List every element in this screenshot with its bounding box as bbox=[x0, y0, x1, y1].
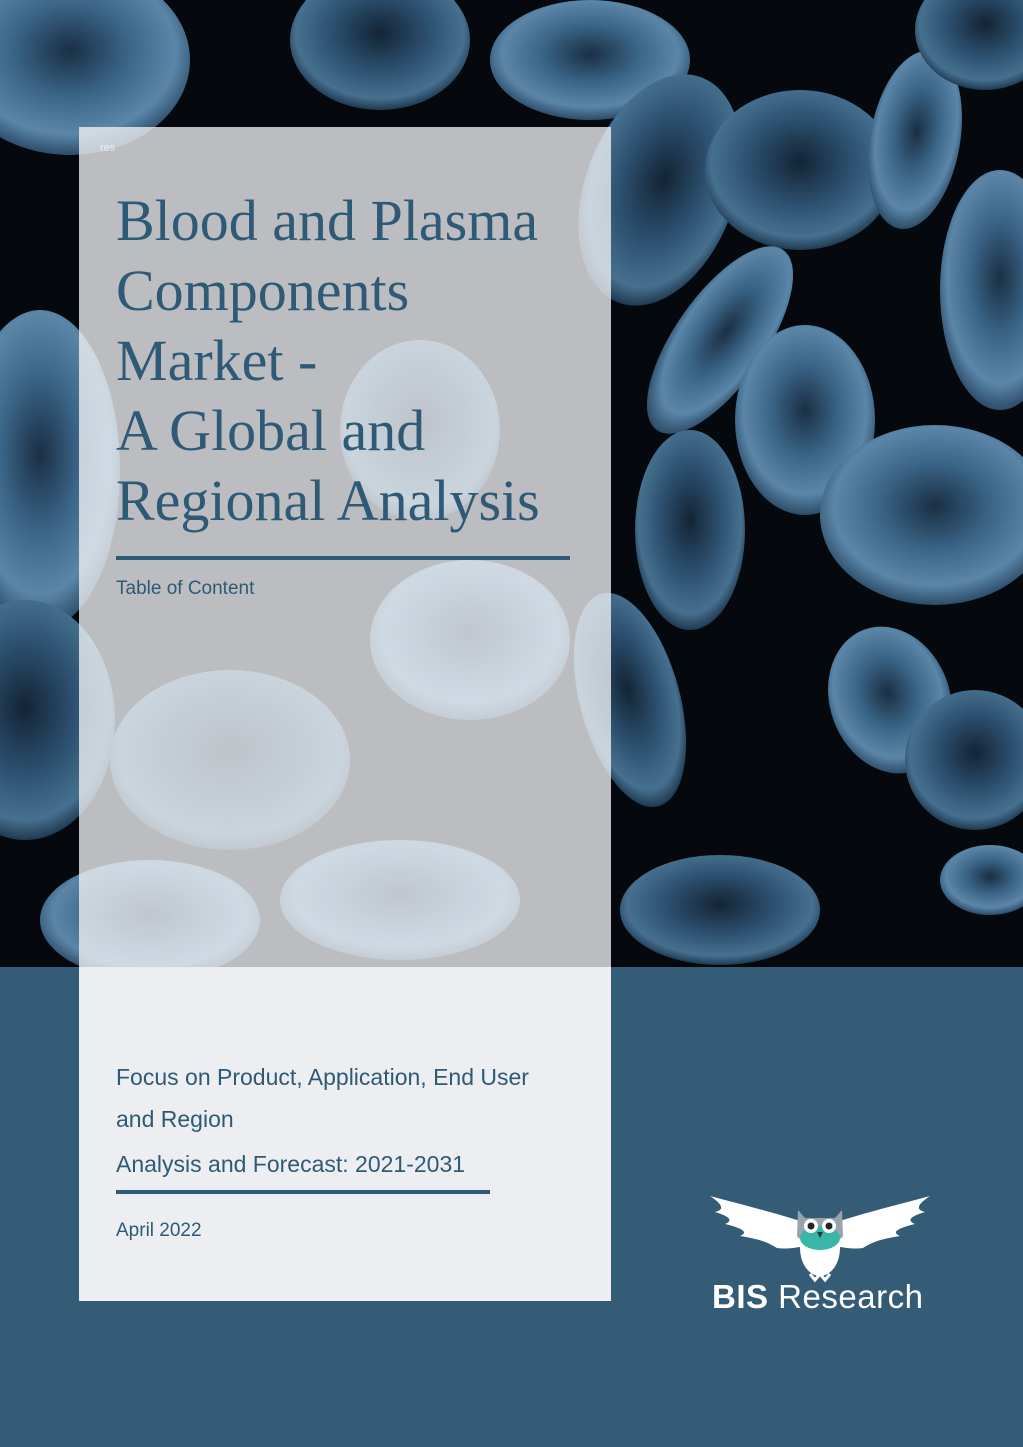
title-line: A Global and bbox=[116, 398, 426, 463]
focus-line: and Region bbox=[116, 1106, 234, 1132]
publication-date: April 2022 bbox=[116, 1220, 202, 1241]
title-line: Market - bbox=[116, 328, 318, 393]
owl-icon bbox=[705, 1188, 935, 1283]
logo-wordmark-bis: BIS bbox=[712, 1278, 769, 1315]
document-subtitle: Table of Content bbox=[116, 578, 255, 599]
title-line: Regional Analysis bbox=[116, 468, 540, 533]
report-focus bbox=[116, 1056, 576, 1140]
title-divider bbox=[116, 556, 570, 560]
focus-line: Focus on Product, Application, End User bbox=[116, 1064, 529, 1090]
logo-wordmark bbox=[712, 1278, 923, 1316]
report-title bbox=[116, 186, 586, 536]
logo-wordmark-research: Research bbox=[768, 1278, 924, 1315]
forecast-period: Analysis and Forecast: 2021-2031 bbox=[116, 1151, 466, 1177]
forecast-divider bbox=[116, 1190, 490, 1194]
title-line: Blood and Plasma bbox=[116, 188, 539, 253]
title-line: Components bbox=[116, 258, 410, 323]
corner-tag: res bbox=[100, 142, 116, 154]
